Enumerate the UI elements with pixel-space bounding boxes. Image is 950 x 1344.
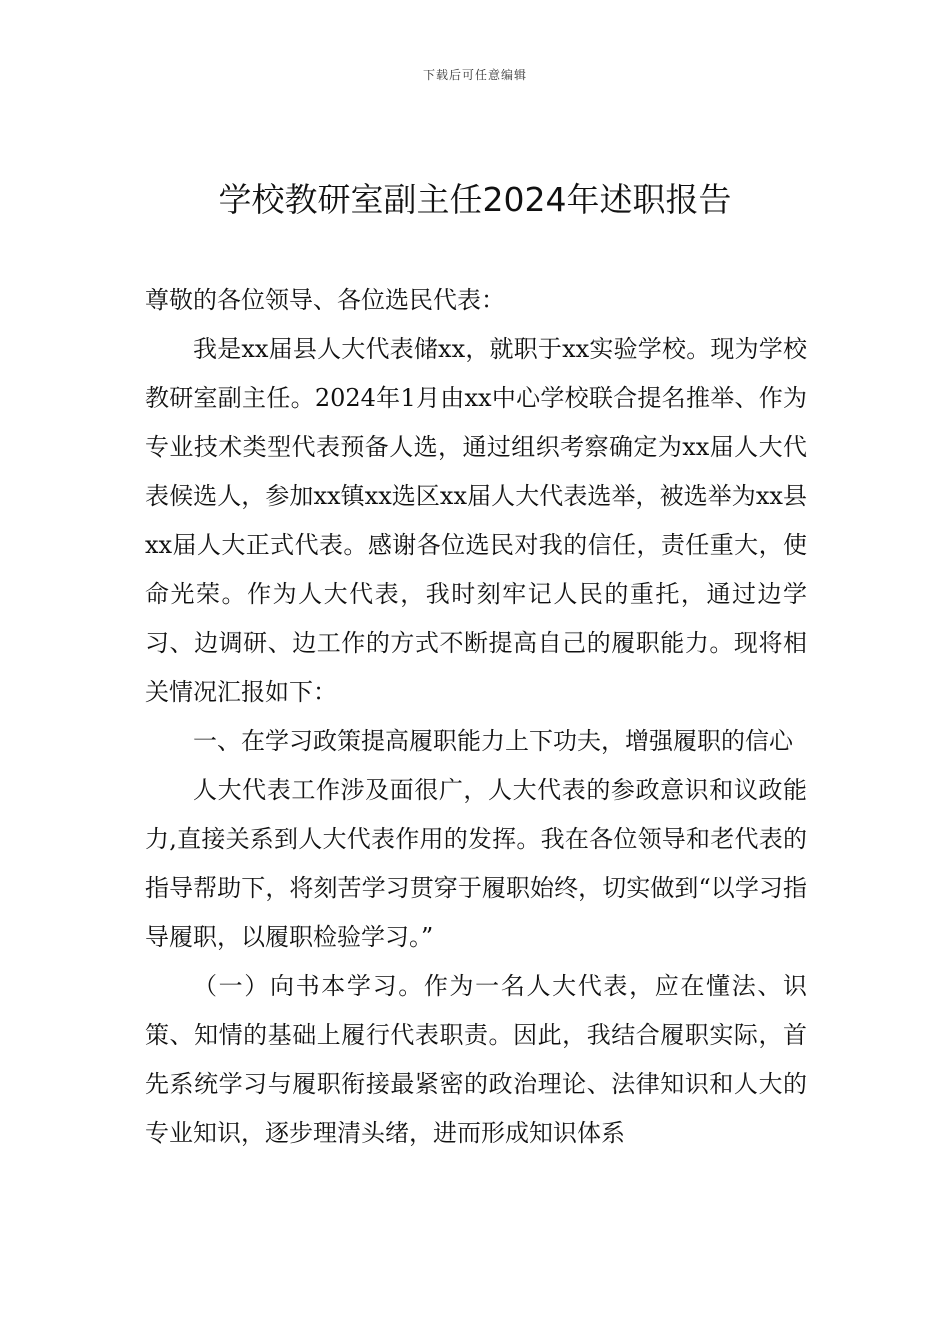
header-note: 下载后可任意编辑 bbox=[422, 68, 527, 82]
section-1-paragraph: 人大代表工作涉及面很广，人大代表的参政意识和议政能力,直接关系到人大代表作用的发挥。我在各位领导和老代表的指导帮助下，将刻苦学习贯穿于履职始终，切实做到“以学习指导履职，以履职检验学习。” bbox=[145, 776, 807, 951]
intro-paragraph: 我是xx届县人大代表储xx，就职于xx实验学校。现为学校教研室副主任。2024年1月由xx中心学校联合提名推举、作为专业技术类型代表预备人选，通过组织考察确定为xx届人大代表候选人，参加xx镇xx选区xx届人大代表选举，被选举为xx县xx届人大正式代表。感谢各位选民对我的信任，责任重大，使命光荣。作为人大代表，我时刻牢记人民的重托，通过边学习、边调研、边工作的方式不断提高自己的履职能力。现将相关情况汇报如下： bbox=[145, 335, 807, 706]
document-body bbox=[145, 276, 807, 1158]
subsection-1-paragraph: （一）向书本学习。作为一名人大代表，应在懂法、识策、知情的基础上履行代表职责。因此，我结合履职实际，首先系统学习与履职衔接最紧密的政治理论、法律知识和人大的专业知识，逐步理清头绪，进而形成知识体系 bbox=[145, 972, 807, 1147]
document-title: 学校教研室副主任2024年述职报告 bbox=[218, 180, 732, 219]
salutation-paragraph: 尊敬的各位领导、各位选民代表： bbox=[145, 286, 505, 314]
section-heading-1: 一、在学习政策提高履职能力上下功夫，增强履职的信心 bbox=[193, 727, 793, 755]
